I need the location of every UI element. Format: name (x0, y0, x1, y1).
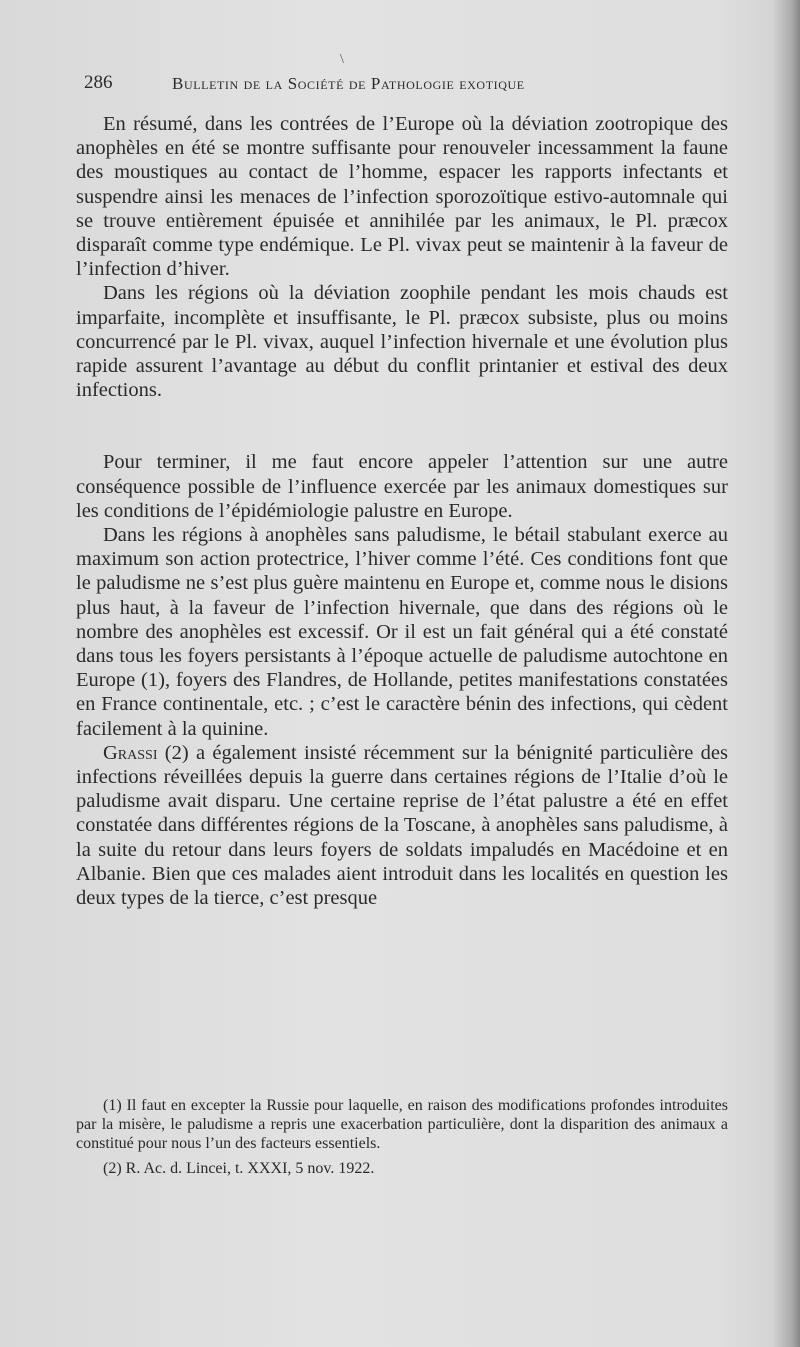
footnote-2: (2) R. Ac. d. Lincei, t. XXXI, 5 nov. 1922. (103, 1160, 375, 1177)
paragraph-4: Dans les régions à anophèles sans paludisme, le bétail stabulant exerce au maximum son action protectrice, l’hiver comme l’été. Ces conditions font que le paludisme ne s’est plus guère maintenu en Europe et, comme nous le disions plus haut, à la faveur de l’infection hivernale, que dans des régions où le nombre des anophèles est excessif. Or il est un fait général qui a été constaté dans tous les foyers persistants à l’époque actuelle de paludisme autochtone en Europe (1), foyers des Flandres, de Hollande, petites manifestations constatées en France continentale, etc. ; c’est le caractère bénin des infections, qui cèdent facilement à la quinine. (76, 524, 728, 740)
paragraph-2: Dans les régions où la déviation zoophile pendant les mois chauds est imparfaite, incomplète et insuffisante, le Pl. præcox subsiste, plus ou moins concurrencé par le Pl. vivax, auquel l’infection hivernale et une évolution plus rapide assurent l’avantage au début du conflit printanier et estival des deux infections. (76, 282, 728, 402)
author-name: Grassi (103, 741, 158, 764)
page-edge-shadow (772, 0, 800, 1347)
footnote-1: (1) Il faut en excepter la Russie pour laquelle, en raison des modifications profondes introduites par la misère, le paludisme a repris une exacerbation particulière, dont la disparition des animaux a constitué pour nous l’un des facteurs essentiels. (76, 1097, 728, 1152)
paragraph-1: En résumé, dans les contrées de l’Europe où la déviation zootropique des anophèles en été se montre suffisante pour renouveler incessamment la faune des moustiques au contact de l’homme, espacer les rapports infectants et suspendre ainsi les menaces de l’infection sporozoïtique estivo-automnale qui se trouve entièrement épuisée et annihilée par les animaux, le Pl. præcox disparaît comme type endémique. Le Pl. vivax peut se maintenir à la faveur de l’infection d’hiver. (76, 113, 728, 281)
body-text (76, 112, 728, 910)
paragraph-5 (76, 741, 728, 910)
page-header (84, 72, 644, 102)
paragraph-5-text: (2) a également insisté récemment sur la bénignité particulière des infections réveillées depuis la guerre dans certaines régions de l’Italie d’où le paludisme avait disparu. Une certaine reprise de l’état palustre a été en effet constatée dans différentes régions de la Toscane, à anophèles sans paludisme, à la suite du retour dans leurs foyers de soldats impaludés en Macédoine et en Albanie. Bien que ces malades aient introduit dans les localités en question les deux types de la tierce, c’est presque (76, 741, 728, 910)
section-gap (76, 402, 728, 450)
paragraph-3: Pour terminer, il me faut encore appeler l’attention sur une autre conséquence possible de l’influence exercée par les animaux domestiques sur les conditions de l’épidémiologie palustre en Europe. (76, 451, 728, 522)
page-number: 286 (84, 72, 113, 93)
footnotes (76, 1096, 728, 1184)
scan-mark: \ (340, 52, 344, 67)
running-title: Bulletin de la Société de Pathologie exotique (172, 74, 525, 93)
